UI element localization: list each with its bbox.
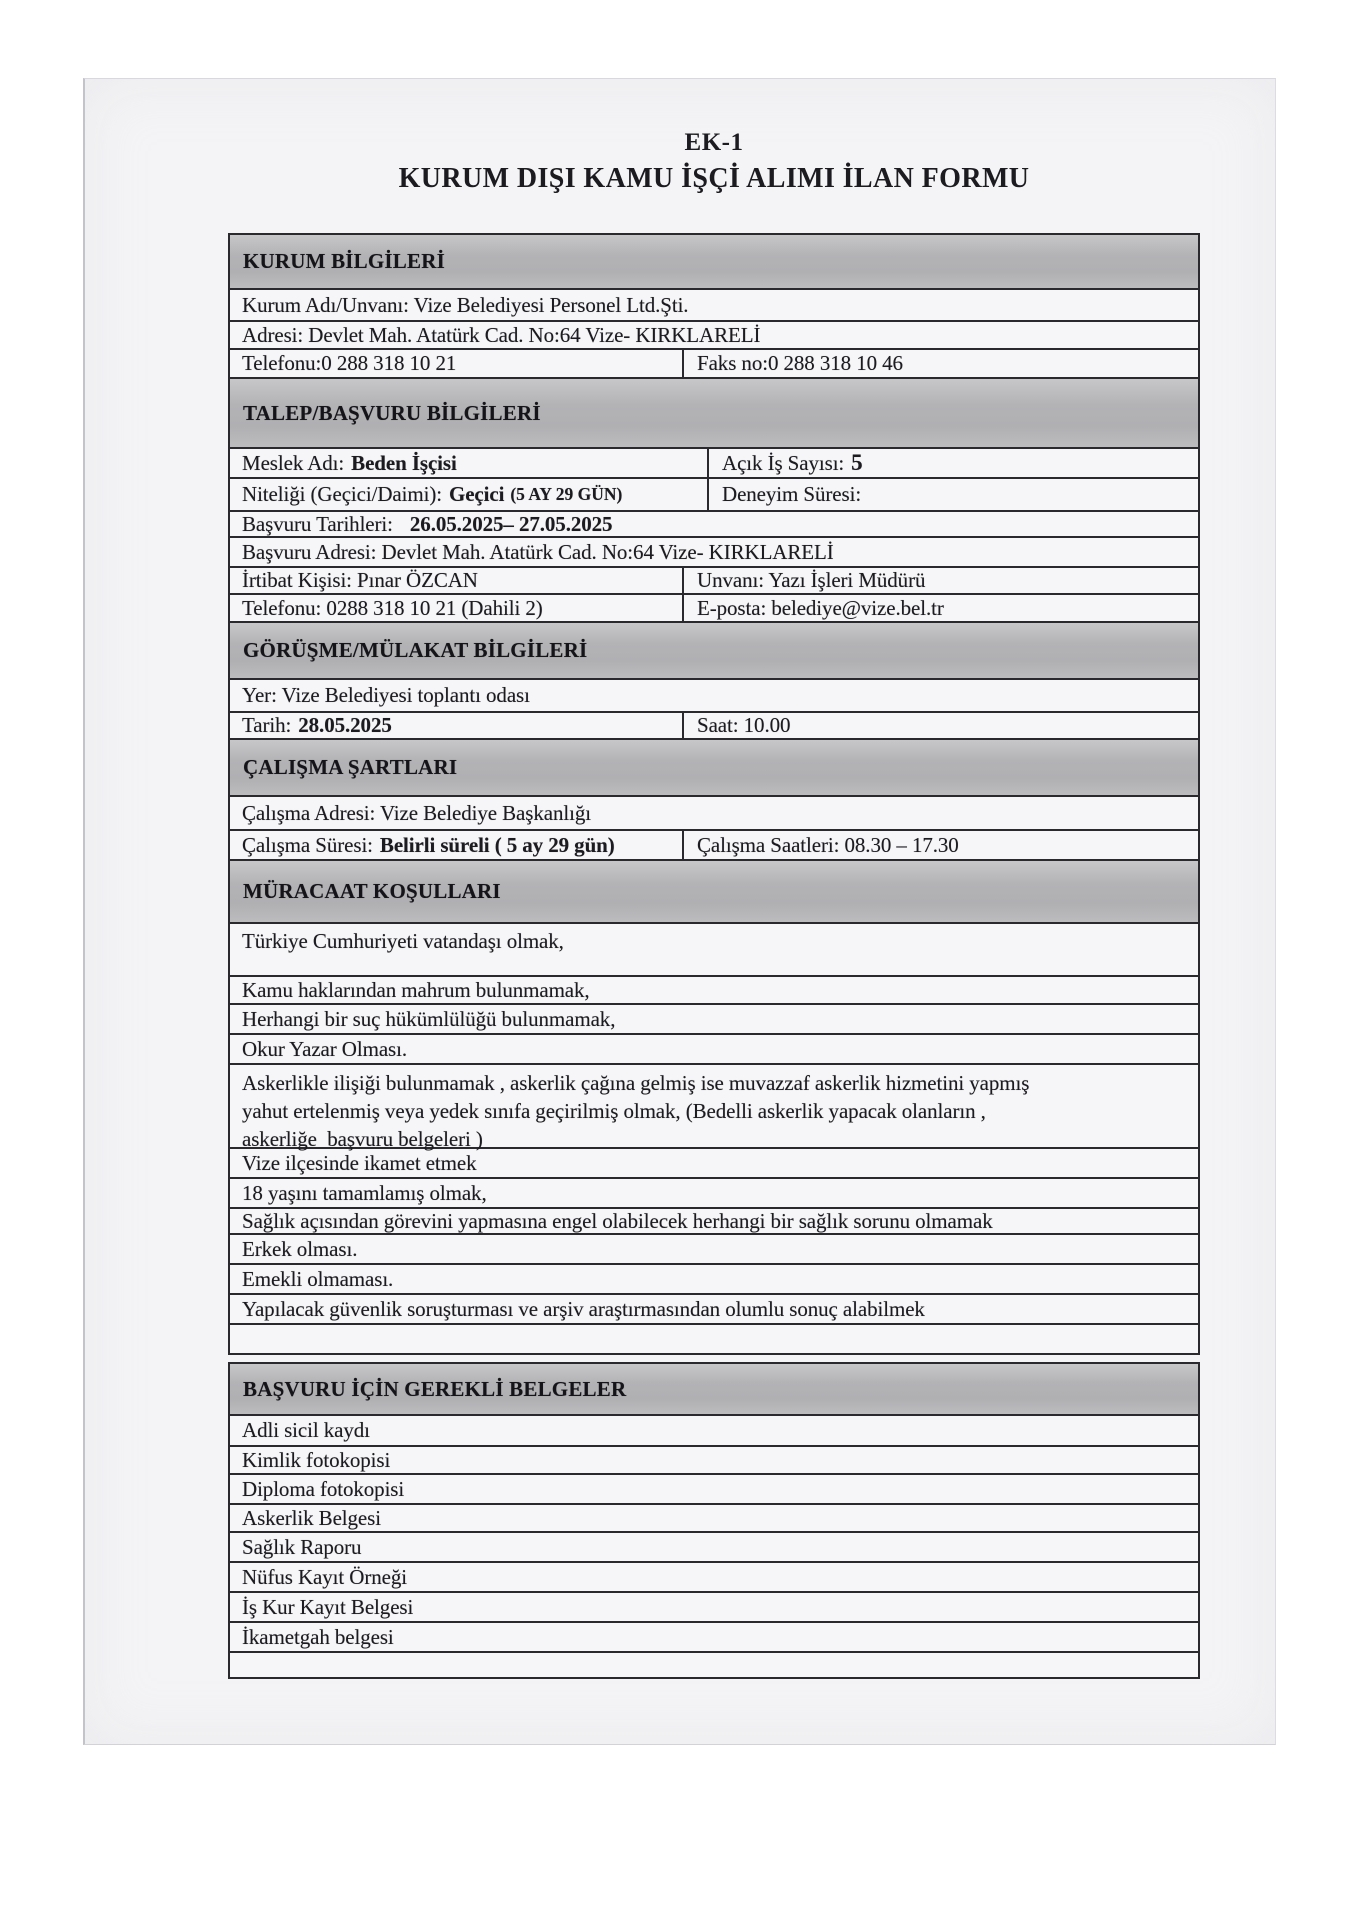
row-calisma-suresi-saatleri xyxy=(230,831,1198,861)
row-kosul-kamu-haklari: Kamu haklarından mahrum bulunmamak, xyxy=(230,977,1198,1005)
row-basvuru-adresi: Başvuru Adresi: Devlet Mah. Atatürk Cad. No:64 Vize- KIRKLARELİ xyxy=(230,538,1198,568)
calisma-suresi-value: Belirli süreli ( 5 ay 29 gün) xyxy=(379,832,615,857)
row-telefon-faks xyxy=(230,350,1198,379)
row-kosul-erkek: Erkek olması. xyxy=(230,1235,1198,1265)
cell-telefon2: Telefonu: 0288 318 10 21 (Dahili 2) xyxy=(230,595,684,621)
nitelik-value: Geçici xyxy=(448,482,505,506)
form-table-main xyxy=(228,233,1200,1355)
cell-saat: Saat: 10.00 xyxy=(697,713,791,737)
askerlik-line-3: askerliğe başvuru belgeleri ) xyxy=(242,1127,483,1151)
tarih-label: Tarih: xyxy=(242,713,292,737)
page-title: KURUM DIŞI KAMU İŞÇİ ALIMI İLAN FORMU xyxy=(398,163,1030,194)
cell-eposta: E-posta: belediye@vize.bel.tr xyxy=(697,595,944,620)
row-basvuru-tarihleri xyxy=(230,512,1198,538)
row-kosul-guvenlik: Yapılacak güvenlik soruşturması ve arşiv araştırmasından olumlu sonuç alabilmek xyxy=(230,1295,1198,1325)
row-belge-ikametgah: İkametgah belgesi xyxy=(230,1623,1198,1653)
row-kurum-adi: Kurum Adı/Unvanı: Vize Belediyesi Personel Ltd.Şti. xyxy=(230,290,1198,322)
meslek-label: Meslek Adı: xyxy=(242,450,345,475)
row-belge-kimlik: Kimlik fotokopisi xyxy=(230,1447,1198,1475)
row-tarih-saat xyxy=(230,713,1198,740)
calisma-suresi-label: Çalışma Süresi: xyxy=(242,832,373,857)
row-irtibat-unvan xyxy=(230,568,1198,595)
row-kosul-vatandaslik: Türkiye Cumhuriyeti vatandaşı olmak, xyxy=(230,924,1198,977)
section-header-calisma-sartlari: ÇALIŞMA ŞARTLARI xyxy=(230,740,1198,797)
row-kosul-yas: 18 yaşını tamamlamış olmak, xyxy=(230,1179,1198,1209)
cell-deneyim: Deneyim Süresi: xyxy=(722,482,862,506)
row-belge-diploma: Diploma fotokopisi xyxy=(230,1475,1198,1505)
row-meslek-acikis xyxy=(230,449,1198,479)
row-kosul-emekli: Emekli olmaması. xyxy=(230,1265,1198,1295)
section-header-talep-basvuru: TALEP/BAŞVURU BİLGİLERİ xyxy=(230,379,1198,449)
row-telefon2-eposta xyxy=(230,595,1198,623)
form-table-belgeler xyxy=(228,1362,1200,1679)
cell-tarih xyxy=(230,713,684,738)
row-kosul-ikamet: Vize ilçesinde ikamet etmek xyxy=(230,1149,1198,1179)
cell-acik-is xyxy=(709,449,1198,477)
row-nitelik-deneyim xyxy=(230,479,1198,512)
ek-label: EK-1 xyxy=(684,129,744,156)
row-kosul-suc-hukumlulugu: Herhangi bir suç hükümlülüğü bulunmamak, xyxy=(230,1005,1198,1035)
askerlik-line-2: yahut ertelenmiş veya yedek sınıfa geçirilmiş olmak, (Bedelli askerlik yapacak olanların , xyxy=(242,1099,986,1123)
nitelik-value-detail: (5 AY 29 GÜN) xyxy=(510,484,623,504)
row-belge-askerlik: Askerlik Belgesi xyxy=(230,1505,1198,1533)
empty-row xyxy=(230,1325,1198,1353)
empty-row xyxy=(230,1653,1198,1677)
nitelik-label: Niteliği (Geçici/Daimi): xyxy=(242,482,442,506)
basvuru-tarih-label: Başvuru Tarihleri: xyxy=(242,511,393,536)
meslek-value: Beden İşçisi xyxy=(351,450,457,475)
row-belge-saglik-raporu: Sağlık Raporu xyxy=(230,1533,1198,1563)
row-kosul-askerlik xyxy=(230,1065,1198,1149)
row-kosul-saglik: Sağlık açısından görevini yapmasına engel olabilecek herhangi bir sağlık sorunu olmamak xyxy=(230,1209,1198,1235)
row-kosul-okur-yazar: Okur Yazar Olması. xyxy=(230,1035,1198,1065)
row-belge-iskur-kayit: İş Kur Kayıt Belgesi xyxy=(230,1593,1198,1623)
cell-irtibat: İrtibat Kişisi: Pınar ÖZCAN xyxy=(230,568,684,593)
basvuru-tarih-value: 26.05.2025– 27.05.2025 xyxy=(409,511,613,536)
tarih-value: 28.05.2025 xyxy=(298,713,392,737)
section-header-muracaat-kosullari: MÜRACAAT KOŞULLARI xyxy=(230,861,1198,924)
row-calisma-adresi: Çalışma Adresi: Vize Belediye Başkanlığı xyxy=(230,797,1198,831)
acik-is-value: 5 xyxy=(851,450,863,475)
cell-unvan: Unvanı: Yazı İşleri Müdürü xyxy=(697,568,926,592)
section-header-gerekli-belgeler: BAŞVURU İÇİN GEREKLİ BELGELER xyxy=(230,1364,1198,1416)
document-header xyxy=(228,126,1200,197)
cell-calisma-saatleri: Çalışma Saatleri: 08.30 – 17.30 xyxy=(697,832,959,857)
row-belge-adli-sicil: Adli sicil kaydı xyxy=(230,1416,1198,1447)
cell-nitelik xyxy=(230,479,709,510)
askerlik-line-1: Askerlikle ilişiği bulunmamak , askerlik çağına gelmiş ise muvazzaf askerlik hizmetini yapmış xyxy=(242,1071,1030,1095)
row-adresi: Adresi: Devlet Mah. Atatürk Cad. No:64 Vize- KIRKLARELİ xyxy=(230,322,1198,350)
cell-calisma-suresi xyxy=(230,831,684,859)
cell-meslek xyxy=(230,449,709,477)
cell-telefonu: Telefonu:0 288 318 10 21 xyxy=(230,350,684,377)
acik-is-label: Açık İş Sayısı: xyxy=(722,450,845,475)
row-yer: Yer: Vize Belediyesi toplantı odası xyxy=(230,680,1198,713)
row-belge-nufus-kayit: Nüfus Kayıt Örneği xyxy=(230,1563,1198,1593)
section-header-kurum-bilgileri: KURUM BİLGİLERİ xyxy=(230,235,1198,290)
cell-faks: Faks no:0 288 318 10 46 xyxy=(697,351,903,375)
section-header-gorusme-mulakat: GÖRÜŞME/MÜLAKAT BİLGİLERİ xyxy=(230,623,1198,680)
